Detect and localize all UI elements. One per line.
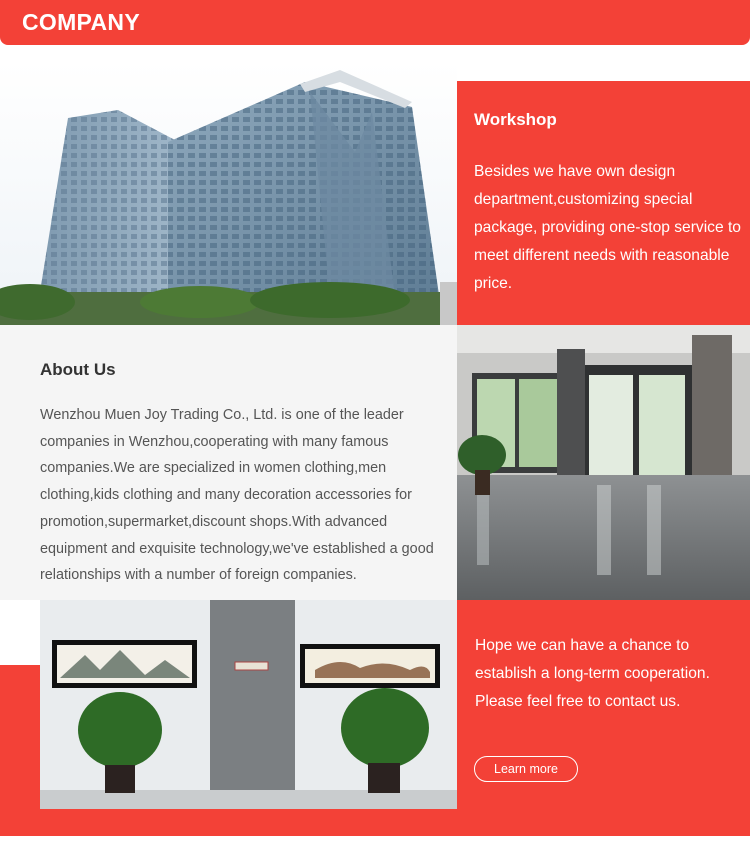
reception-wall-photo [40, 600, 457, 809]
workshop-title: Workshop [474, 110, 557, 129]
about-us-description: Wenzhou Muen Joy Trading Co., Ltd. is one of the leader companies in Wenzhou,cooperating with many famous companies.We are specialized in women clothing,men clothing,kids clothing and many decoration accessories for promotion,supermarket,discount shops.With advanced equipment and exquisite technology,we've established a good relationships with a number of foreign companies. [40, 407, 434, 584]
office-building-photo [0, 62, 457, 325]
learn-more-button[interactable]: Learn more [474, 756, 578, 782]
section-title: COMPANY [22, 9, 140, 35]
contact-message: Hope we can have a chance to establish a long-term cooperation. Please feel free to contact us. [475, 637, 710, 710]
workshop-description: Besides we have own design department,customizing special package, providing one-stop service to meet different needs with reasonable price. [474, 163, 741, 292]
about-us-title: About Us [40, 360, 116, 379]
office-lobby-photo [457, 325, 750, 600]
